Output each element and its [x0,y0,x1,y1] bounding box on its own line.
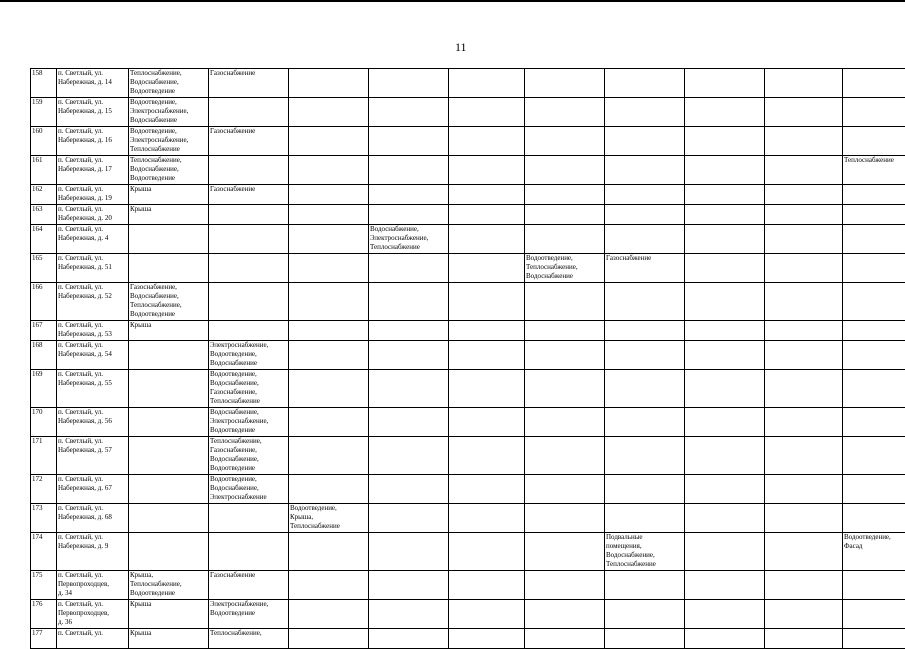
work-type-cell [369,533,449,571]
work-type-cell [685,225,765,254]
row-number-cell: 162 [31,185,57,205]
work-type-cell [605,504,685,533]
work-type-cell [209,156,289,185]
repair-schedule-table [30,68,905,649]
work-type-cell [209,225,289,254]
work-type-cell [605,156,685,185]
work-type-cell: Водоотведение, Электроснабжение, Теплоснабжение [129,127,209,156]
work-type-cell [289,127,369,156]
work-type-cell [685,600,765,629]
work-type-cell [449,600,525,629]
work-type-cell [605,69,685,98]
work-type-cell [525,408,605,437]
work-type-cell [765,254,843,283]
row-number-cell: 177 [31,629,57,649]
work-type-cell [369,571,449,600]
work-type-cell [129,533,209,571]
work-type-cell [843,127,905,156]
work-type-cell [129,225,209,254]
work-type-cell [525,283,605,321]
work-type-cell [209,504,289,533]
table-row [31,341,905,370]
work-type-cell [843,437,905,475]
work-type-cell [289,533,369,571]
work-type-cell: Водоотведение, Электроснабжение, Водоснабжение [129,98,209,127]
work-type-cell [209,254,289,283]
work-type-cell [525,533,605,571]
work-type-cell [369,341,449,370]
work-type-cell [605,437,685,475]
work-type-cell [605,370,685,408]
address-cell: п. Светлый, ул. Набережная, д. 15 [57,98,129,127]
work-type-cell [765,408,843,437]
row-number-cell: 175 [31,571,57,600]
table-row [31,571,905,600]
work-type-cell [449,437,525,475]
table-row [31,254,905,283]
work-type-cell [449,225,525,254]
work-type-cell [369,283,449,321]
work-type-cell [605,600,685,629]
table-row [31,205,905,225]
work-type-cell [843,98,905,127]
work-type-cell: Газоснабжение [209,185,289,205]
table-row [31,475,905,504]
table-row [31,98,905,127]
work-type-cell [289,185,369,205]
work-type-cell: Газоснабжение [605,254,685,283]
work-type-cell [209,205,289,225]
work-type-cell [765,370,843,408]
work-type-cell [369,127,449,156]
table-row [31,408,905,437]
work-type-cell [209,283,289,321]
table-row [31,225,905,254]
work-type-cell [369,408,449,437]
row-number-cell: 167 [31,321,57,341]
work-type-cell [449,475,525,504]
work-type-cell: Теплоснабжение, [209,629,289,649]
work-type-cell [525,629,605,649]
address-cell: п. Светлый, ул. Набережная, д. 51 [57,254,129,283]
row-number-cell: 160 [31,127,57,156]
work-type-cell [449,283,525,321]
work-type-cell: Теплоснабжение [843,156,905,185]
work-type-cell [525,437,605,475]
work-type-cell [209,98,289,127]
work-type-cell: Крыша, Теплоснабжение, Водоотведение [129,571,209,600]
work-type-cell [843,408,905,437]
work-type-cell [843,475,905,504]
work-type-cell [765,600,843,629]
work-type-cell [449,408,525,437]
row-number-cell: 164 [31,225,57,254]
table-row [31,185,905,205]
work-type-cell: Крыша [129,185,209,205]
work-type-cell [685,156,765,185]
row-number-cell: 163 [31,205,57,225]
row-number-cell: 158 [31,69,57,98]
work-type-cell [843,185,905,205]
work-type-cell [843,571,905,600]
work-type-cell: Газоснабжение, Водоснабжение, Теплоснабжение, Водоотведение [129,283,209,321]
address-cell: п. Светлый, ул. Набережная, д. 9 [57,533,129,571]
address-cell: п. Светлый, ул. Набережная, д. 55 [57,370,129,408]
address-cell: п. Светлый, ул. Набережная, д. 14 [57,69,129,98]
work-type-cell: Крыша [129,205,209,225]
address-cell: п. Светлый, ул. Набережная, д. 52 [57,283,129,321]
work-type-cell [685,254,765,283]
work-type-cell [289,321,369,341]
row-number-cell: 174 [31,533,57,571]
work-type-cell [843,205,905,225]
work-type-cell [685,504,765,533]
work-type-cell [129,504,209,533]
work-type-cell [289,408,369,437]
work-type-cell [843,341,905,370]
address-cell: п. Светлый, ул. Набережная, д. 54 [57,341,129,370]
work-type-cell [605,98,685,127]
work-type-cell [449,127,525,156]
work-type-cell: Газоснабжение [209,127,289,156]
work-type-cell [525,370,605,408]
work-type-cell [605,283,685,321]
work-type-cell [449,629,525,649]
row-number-cell: 173 [31,504,57,533]
table-row [31,600,905,629]
work-type-cell [525,341,605,370]
work-type-cell: Газоснабжение [209,69,289,98]
work-type-cell [765,629,843,649]
address-cell: п. Светлый, ул. [57,629,129,649]
work-type-cell [685,475,765,504]
work-type-cell [449,341,525,370]
row-number-cell: 169 [31,370,57,408]
work-type-cell [765,225,843,254]
work-type-cell [765,571,843,600]
work-type-cell [289,370,369,408]
row-number-cell: 171 [31,437,57,475]
work-type-cell [129,475,209,504]
work-type-cell [685,571,765,600]
work-type-cell [289,475,369,504]
work-type-cell [525,225,605,254]
work-type-cell [765,156,843,185]
table-row [31,321,905,341]
work-type-cell [685,408,765,437]
address-cell: п. Светлый, ул. Первопроходцев, д. 34 [57,571,129,600]
address-cell: п. Светлый, ул. Набережная, д. 19 [57,185,129,205]
work-type-cell [765,283,843,321]
work-type-cell [685,629,765,649]
work-type-cell [685,185,765,205]
work-type-cell [369,600,449,629]
work-type-cell [209,321,289,341]
work-type-cell [525,127,605,156]
work-type-cell: Водоотведение, Водоснабжение, Электроснабжение [209,475,289,504]
row-number-cell: 168 [31,341,57,370]
address-cell: п. Светлый, ул. Набережная, д. 17 [57,156,129,185]
table-row [31,437,905,475]
top-border-line [0,0,905,2]
work-type-cell: Крыша [129,321,209,341]
work-type-cell: Водоотведение, Водоснабжение, Газоснабжение, Теплоснабжение [209,370,289,408]
work-type-cell [369,370,449,408]
work-type-cell [605,571,685,600]
work-type-cell [765,127,843,156]
work-type-cell [843,254,905,283]
work-type-cell [843,283,905,321]
address-cell: п. Светлый, ул. Набережная, д. 68 [57,504,129,533]
work-type-cell [449,321,525,341]
work-type-cell [289,225,369,254]
work-type-cell [369,156,449,185]
work-type-cell: Теплоснабжение, Водоснабжение, Водоотведение [129,156,209,185]
work-type-cell [685,98,765,127]
row-number-cell: 166 [31,283,57,321]
work-type-cell [525,185,605,205]
address-cell: п. Светлый, ул. Набережная, д. 20 [57,205,129,225]
work-type-cell [369,629,449,649]
work-type-cell [449,156,525,185]
work-type-cell [449,98,525,127]
table-row [31,283,905,321]
row-number-cell: 172 [31,475,57,504]
work-type-cell [449,533,525,571]
work-type-cell [209,533,289,571]
page-number: 11 [455,40,467,55]
work-type-cell [449,205,525,225]
work-type-cell [685,205,765,225]
work-type-cell [289,98,369,127]
table-row [31,69,905,98]
work-type-cell [369,321,449,341]
work-type-cell: Водоотведение, Фасад [843,533,905,571]
row-number-cell: 176 [31,600,57,629]
table-row [31,156,905,185]
row-number-cell: 159 [31,98,57,127]
work-type-cell [843,629,905,649]
work-type-cell [525,156,605,185]
work-type-cell [369,98,449,127]
work-type-cell [289,283,369,321]
work-type-cell: Газоснабжение [209,571,289,600]
work-type-cell: Теплоснабжение, Водоснабжение, Водоотведение [129,69,209,98]
work-type-cell [525,504,605,533]
work-type-cell [605,408,685,437]
work-type-cell [765,69,843,98]
work-type-cell [765,504,843,533]
address-cell: п. Светлый, ул. Набережная, д. 53 [57,321,129,341]
work-type-cell [525,475,605,504]
work-type-cell [843,69,905,98]
work-type-cell: Подвальные помещения, Водоснабжение, Теплоснабжение [605,533,685,571]
work-type-cell [369,205,449,225]
address-cell: п. Светлый, ул. Набережная, д. 16 [57,127,129,156]
work-type-cell [369,437,449,475]
work-type-cell [289,571,369,600]
address-cell: п. Светлый, ул. Набережная, д. 57 [57,437,129,475]
work-type-cell [449,185,525,205]
row-number-cell: 161 [31,156,57,185]
work-type-cell: Крыша [129,600,209,629]
work-type-cell [765,205,843,225]
work-type-cell [685,341,765,370]
work-type-cell [605,321,685,341]
work-type-cell [525,321,605,341]
address-cell: п. Светлый, ул. Набережная, д. 67 [57,475,129,504]
work-type-cell [289,600,369,629]
work-type-cell [685,370,765,408]
work-type-cell [449,370,525,408]
work-type-cell [369,254,449,283]
work-type-cell [685,69,765,98]
work-type-cell [525,600,605,629]
work-type-cell [289,254,369,283]
work-type-cell [843,321,905,341]
work-type-cell [525,571,605,600]
work-type-cell [843,504,905,533]
work-type-cell [765,475,843,504]
work-type-cell [369,69,449,98]
work-type-cell [129,341,209,370]
work-type-cell: Водоснабжение, Электроснабжение, Водоотведение [209,408,289,437]
work-type-cell [449,254,525,283]
work-type-cell [525,205,605,225]
address-cell: п. Светлый, ул. Набережная, д. 4 [57,225,129,254]
work-type-cell [765,341,843,370]
work-type-cell [685,127,765,156]
work-type-cell [605,629,685,649]
work-type-cell [765,437,843,475]
table-row [31,370,905,408]
work-type-cell [843,600,905,629]
work-type-cell [605,225,685,254]
work-type-cell [685,321,765,341]
work-type-cell [685,283,765,321]
work-type-cell [605,341,685,370]
work-type-cell [129,370,209,408]
work-type-cell [369,185,449,205]
table-row [31,629,905,649]
address-cell: п. Светлый, ул. Набережная, д. 56 [57,408,129,437]
work-type-cell [369,504,449,533]
work-type-cell [765,533,843,571]
work-type-cell [449,69,525,98]
address-cell: п. Светлый, ул. Первопроходцев, д. 36 [57,600,129,629]
work-type-cell [685,533,765,571]
work-type-cell [605,205,685,225]
row-number-cell: 165 [31,254,57,283]
work-type-cell: Водоотведение, Теплоснабжение, Водоснабжение [525,254,605,283]
work-type-cell [843,225,905,254]
work-type-cell [525,98,605,127]
work-type-cell: Электроснабжение, Водоотведение, Водоснабжение [209,341,289,370]
work-type-cell [765,185,843,205]
table-row [31,127,905,156]
table-row [31,533,905,571]
work-type-cell [289,69,369,98]
work-type-cell: Теплоснабжение, Газоснабжение, Водоснабжение, Водоотведение [209,437,289,475]
table-row [31,504,905,533]
work-type-cell [449,504,525,533]
work-type-cell [369,475,449,504]
work-type-cell: Водоотведение, Крыша, Теплоснабжение [289,504,369,533]
work-type-cell: Водоснабжение, Электроснабжение, Теплоснабжение [369,225,449,254]
work-type-cell [289,629,369,649]
work-type-cell [289,341,369,370]
work-type-cell [129,437,209,475]
work-type-cell [289,205,369,225]
row-number-cell: 170 [31,408,57,437]
work-type-cell [289,156,369,185]
work-type-cell [765,321,843,341]
work-type-cell [765,98,843,127]
work-type-cell: Крыша [129,629,209,649]
work-type-cell [129,408,209,437]
work-type-cell [449,571,525,600]
work-type-cell [605,475,685,504]
work-type-cell [129,254,209,283]
work-type-cell [289,437,369,475]
work-type-cell [843,370,905,408]
work-type-cell [605,185,685,205]
work-type-cell [685,437,765,475]
work-type-cell [605,127,685,156]
work-type-cell: Электроснабжение, Водоотведение [209,600,289,629]
work-type-cell [525,69,605,98]
